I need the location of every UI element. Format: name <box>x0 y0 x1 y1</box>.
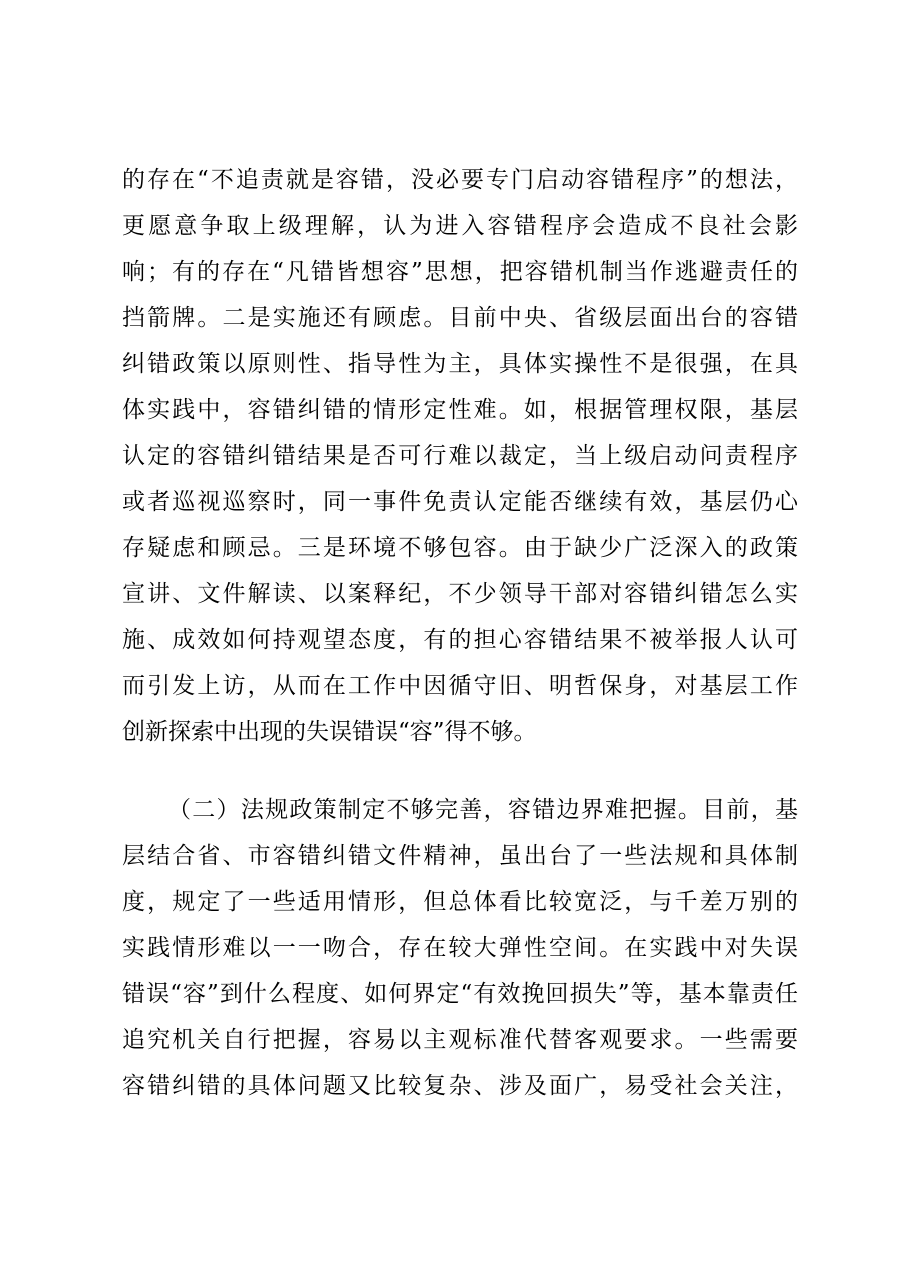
paragraph-line: 纠错政策以原则性、指导性为主，具体实操性不是很强，在具 <box>122 351 798 377</box>
paragraph-line: 体实践中，容错纠错的情形定性难。如，根据管理权限，基层 <box>122 397 798 423</box>
paragraph-line: 追究机关自行把握，容易以主观标准代替客观要求。一些需要 <box>122 1027 798 1053</box>
paragraph-line: 宣讲、文件解读、以案释纪，不少领导干部对容错纠错怎么实 <box>122 581 798 607</box>
paragraph-2 <box>122 787 798 1109</box>
paragraph-line: 容错纠错的具体问题又比较复杂、涉及面广，易受社会关注， <box>122 1073 798 1099</box>
paragraph-line: 层结合省、市容错纠错文件精神，虽出台了一些法规和具体制 <box>122 843 798 869</box>
paragraph-line: 挡箭牌。二是实施还有顾虑。目前中央、省级层面出台的容错 <box>122 305 798 331</box>
paragraph-line: 而引发上访，从而在工作中因循守旧、明哲保身，对基层工作 <box>122 673 798 699</box>
paragraph-line: 实践情形难以一一吻合，存在较大弹性空间。在实践中对失误 <box>122 935 798 961</box>
paragraph-line: （二）法规政策制定不够完善，容错边界难把握。目前，基 <box>168 797 798 823</box>
paragraph-line: 度，规定了一些适用情形，但总体看比较宽泛，与千差万别的 <box>122 889 798 915</box>
paragraph-line: 存疑虑和顾忌。三是环境不够包容。由于缺少广泛深入的政策 <box>122 535 798 561</box>
paragraph-line: 错误“容”到什么程度、如何界定“有效挽回损失”等，基本靠责任 <box>122 981 798 1007</box>
paragraph-line: 响；有的存在“凡错皆想容”思想，把容错机制当作逃避责任的 <box>122 259 798 285</box>
paragraph-line: 或者巡视巡察时，同一事件免责认定能否继续有效，基层仍心 <box>122 489 798 515</box>
paragraph-line: 创新探索中出现的失误错误“容”得不够。 <box>122 719 537 745</box>
paragraph-line: 更愿意争取上级理解，认为进入容错程序会造成不良社会影 <box>122 213 798 239</box>
paragraph-line: 的存在“不追责就是容错，没必要专门启动容错程序”的想法， <box>122 167 798 193</box>
paragraph-line: 认定的容错纠错结果是否可行难以裁定，当上级启动问责程序 <box>122 443 798 469</box>
paragraph-1 <box>122 157 798 755</box>
paragraph-line: 施、成效如何持观望态度，有的担心容错结果不被举报人认可 <box>122 627 798 653</box>
